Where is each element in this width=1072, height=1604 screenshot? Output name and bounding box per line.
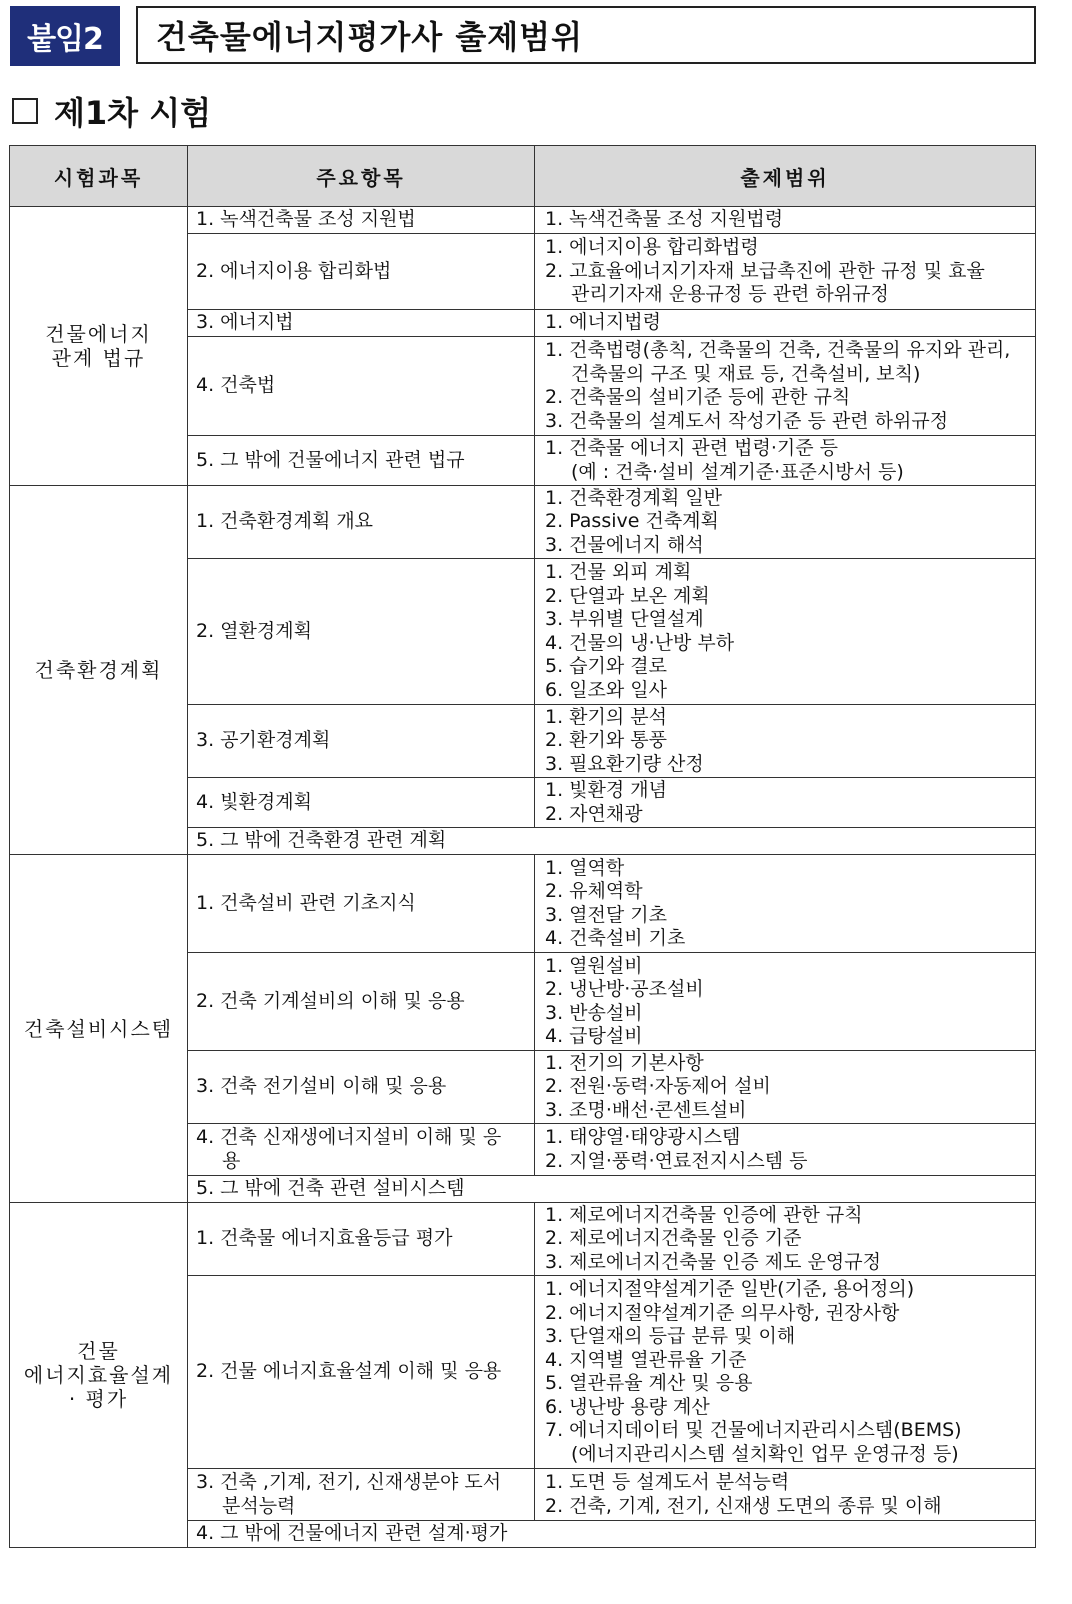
item-cell xyxy=(188,705,535,778)
scope-line: 3. 건물에너지 해석 xyxy=(545,533,704,556)
item-line: 2. 열환경계획 xyxy=(196,619,312,642)
item-line: 3. 에너지법 xyxy=(196,311,294,334)
scope-line: 1. 빛환경 개념 xyxy=(545,779,667,801)
scope-line: 3. 열전달 기초 xyxy=(545,903,667,926)
item-cell xyxy=(188,486,535,559)
item-line: 5. 그 밖에 건축 관련 설비시스템 xyxy=(196,1177,465,1200)
item-cell xyxy=(188,436,535,486)
scope-line: 2. 단열과 보온 계획 xyxy=(545,584,710,607)
subject-cell xyxy=(10,486,188,855)
item-cell xyxy=(188,1203,535,1276)
scope-line: 2. 건축, 기계, 전기, 신재생 도면의 종류 및 이해 xyxy=(545,1494,942,1517)
scope-line: 관리기자재 운용규정 등 관련 하위규정 xyxy=(571,283,889,306)
subject-name-line: · 평가 xyxy=(68,1387,129,1411)
scope-line: 2. 지열·풍력·연료전지시스템 등 xyxy=(545,1149,808,1172)
scope-line: 2. 유체역학 xyxy=(545,880,643,902)
scope-line: 1. 녹색건축물 조성 지원법령 xyxy=(545,208,784,231)
item-line: 4. 그 밖에 건물에너지 관련 설계·평가 xyxy=(196,1522,508,1545)
item-cell xyxy=(188,337,535,436)
scope-line: 5. 습기와 결로 xyxy=(545,655,667,677)
scope-line: 1. 에너지절약설계기준 일반(기준, 용어정의) xyxy=(545,1278,915,1300)
exam-scope-table xyxy=(9,145,1036,1548)
item-cell xyxy=(188,310,535,337)
item-cell xyxy=(188,953,535,1051)
checkbox-icon xyxy=(12,98,38,124)
scope-cell xyxy=(535,1124,1036,1176)
item-line: 2. 건물 에너지효율설계 이해 및 응용 xyxy=(196,1360,502,1383)
scope-line: (에너지관리시스템 설치확인 업무 운영규정 등) xyxy=(571,1442,959,1465)
subject-name-line: 에너지효율설계 xyxy=(23,1363,174,1387)
subject-name-line: 건축설비시스템 xyxy=(23,1016,174,1041)
scope-line: 2. 제로에너지건축물 인증 기준 xyxy=(545,1227,802,1250)
scope-cell xyxy=(535,436,1036,486)
scope-line: 2. 전원·동력·자동제어 설비 xyxy=(545,1075,771,1098)
item-line: 5. 그 밖에 건축환경 관련 계획 xyxy=(196,829,447,852)
item-line: 4. 건축 신재생에너지설비 이해 및 응 xyxy=(196,1126,502,1148)
scope-line: 4. 건물의 냉·난방 부하 xyxy=(545,631,735,654)
column-header-item: 주요항목 xyxy=(188,146,535,207)
subject-name-line: 건축환경계획 xyxy=(34,658,163,682)
scope-line: 7. 에너지데이터 및 건물에너지관리시스템(BEMS) xyxy=(545,1419,962,1441)
scope-line: 2. 자연채광 xyxy=(545,802,643,825)
scope-line: 1. 전기의 기본사항 xyxy=(545,1051,704,1074)
scope-line: 3. 부위별 단열설계 xyxy=(545,608,704,630)
item-line: 3. 공기환경계획 xyxy=(196,729,331,752)
item-cell xyxy=(188,1521,1036,1548)
scope-line: 3. 필요환기량 산정 xyxy=(545,752,704,775)
item-line: 3. 건축 전기설비 이해 및 응용 xyxy=(196,1075,447,1098)
scope-line: 4. 급탕설비 xyxy=(545,1025,643,1047)
subject-name-line: 관계 법규 xyxy=(51,346,146,370)
scope-line: 1. 태양열·태양광시스템 xyxy=(545,1126,741,1148)
item-line: 5. 그 밖에 건물에너지 관련 법규 xyxy=(196,448,465,471)
scope-cell xyxy=(535,778,1036,828)
item-line: 1. 녹색건축물 조성 지원법 xyxy=(196,208,416,231)
scope-cell xyxy=(535,1469,1036,1521)
item-cell xyxy=(188,1176,1036,1203)
scope-cell xyxy=(535,559,1036,705)
scope-cell xyxy=(535,337,1036,436)
scope-line: 1. 에너지이용 합리화법령 xyxy=(545,236,759,259)
item-line: 4. 건축법 xyxy=(196,374,276,397)
table-row xyxy=(10,486,1036,559)
item-cell xyxy=(188,559,535,705)
scope-line: 3. 건축물의 설계도서 작성기준 등 관련 하위규정 xyxy=(545,409,949,432)
item-line: 용 xyxy=(222,1149,241,1172)
scope-line: 1. 건축환경계획 일반 xyxy=(545,486,723,509)
table-row xyxy=(10,855,1036,953)
scope-line: 4. 지역별 열관류율 기준 xyxy=(545,1348,747,1371)
scope-line: 4. 건축설비 기초 xyxy=(545,927,686,949)
scope-line: 1. 건물 외피 계획 xyxy=(545,561,692,583)
scope-cell xyxy=(535,207,1036,234)
item-line: 1. 건축환경계획 개요 xyxy=(196,510,374,533)
scope-cell xyxy=(535,486,1036,559)
scope-line: 3. 반송설비 xyxy=(545,1001,643,1024)
item-cell xyxy=(188,1276,535,1469)
scope-line: 6. 냉난방 용량 계산 xyxy=(545,1395,710,1418)
item-cell xyxy=(188,1124,535,1176)
scope-line: 2. Passive 건축계획 xyxy=(545,510,719,533)
scope-cell xyxy=(535,953,1036,1051)
item-cell xyxy=(188,1051,535,1124)
subject-cell xyxy=(10,855,188,1203)
scope-line: 2. 환기와 통풍 xyxy=(545,729,667,752)
item-cell xyxy=(188,1469,535,1521)
subject-name-line: 건물 xyxy=(77,1339,120,1363)
page-header xyxy=(10,6,1038,66)
item-cell xyxy=(188,778,535,828)
item-line: 2. 건축 기계설비의 이해 및 응용 xyxy=(196,989,465,1012)
scope-line: (예 : 건축·설비 설계기준·표준시방서 등) xyxy=(571,460,904,483)
column-header-scope: 출제범위 xyxy=(535,146,1036,207)
section-title: 제1차 시험 xyxy=(54,94,212,132)
item-line: 분석능력 xyxy=(222,1494,296,1517)
item-line: 3. 건축 ,기계, 전기, 신재생분야 도서 xyxy=(196,1471,502,1493)
scope-line: 건축물의 구조 및 재료 등, 건축설비, 보칙) xyxy=(571,362,921,385)
scope-cell xyxy=(535,1051,1036,1124)
table-row xyxy=(10,1203,1036,1276)
scope-cell xyxy=(535,855,1036,953)
scope-cell xyxy=(535,1276,1036,1469)
table-header-row xyxy=(10,146,1036,207)
scope-line: 3. 단열재의 등급 분류 및 이해 xyxy=(545,1325,796,1347)
item-line: 4. 빛환경계획 xyxy=(196,790,312,813)
scope-line: 6. 일조와 일사 xyxy=(545,678,667,701)
scope-cell xyxy=(535,234,1036,310)
scope-line: 1. 제로에너지건축물 인증에 관한 규칙 xyxy=(545,1203,863,1226)
scope-cell xyxy=(535,1203,1036,1276)
scope-line: 1. 에너지법령 xyxy=(545,311,661,334)
table-row xyxy=(10,207,1036,234)
item-cell xyxy=(188,855,535,953)
subject-cell xyxy=(10,207,188,486)
item-line: 2. 에너지이용 합리화법 xyxy=(196,259,392,282)
scope-line: 2. 고효율에너지기자재 보급촉진에 관한 규정 및 효율 xyxy=(545,259,985,282)
scope-line: 1. 건축법령(총칙, 건축물의 건축, 건축물의 유지와 관리, xyxy=(545,339,1011,361)
attachment-badge: 붙임2 xyxy=(10,6,120,66)
scope-cell xyxy=(535,705,1036,778)
scope-line: 1. 도면 등 설계도서 분석능력 xyxy=(545,1471,790,1493)
scope-line: 5. 열관류율 계산 및 응용 xyxy=(545,1372,753,1394)
scope-line: 1. 열역학 xyxy=(545,856,625,879)
scope-line: 3. 조명·배선·콘센트설비 xyxy=(545,1098,747,1121)
item-line: 1. 건축물 에너지효율등급 평가 xyxy=(196,1227,453,1250)
page-title: 건축물에너지평가사 출제범위 xyxy=(136,6,1036,64)
item-cell xyxy=(188,234,535,310)
scope-cell xyxy=(535,310,1036,337)
item-cell xyxy=(188,207,535,234)
item-line: 1. 건축설비 관련 기초지식 xyxy=(196,891,416,914)
scope-line: 1. 환기의 분석 xyxy=(545,705,667,728)
subject-name-line: 건물에너지 xyxy=(45,322,152,346)
subject-cell xyxy=(10,1203,188,1548)
scope-line: 3. 제로에너지건축물 인증 제도 운영규정 xyxy=(545,1250,881,1273)
scope-line: 2. 에너지절약설계기준 의무사항, 권장사항 xyxy=(545,1301,900,1324)
scope-line: 2. 냉난방·공조설비 xyxy=(545,978,704,1000)
section-heading xyxy=(10,86,211,136)
scope-line: 1. 건축물 에너지 관련 법령·기준 등 xyxy=(545,437,838,459)
item-cell xyxy=(188,828,1036,855)
column-header-subject: 시험과목 xyxy=(10,146,188,207)
scope-line: 2. 건축물의 설비기준 등에 관한 규칙 xyxy=(545,386,851,408)
scope-line: 1. 열원설비 xyxy=(545,954,643,977)
table-body xyxy=(10,207,1036,1548)
